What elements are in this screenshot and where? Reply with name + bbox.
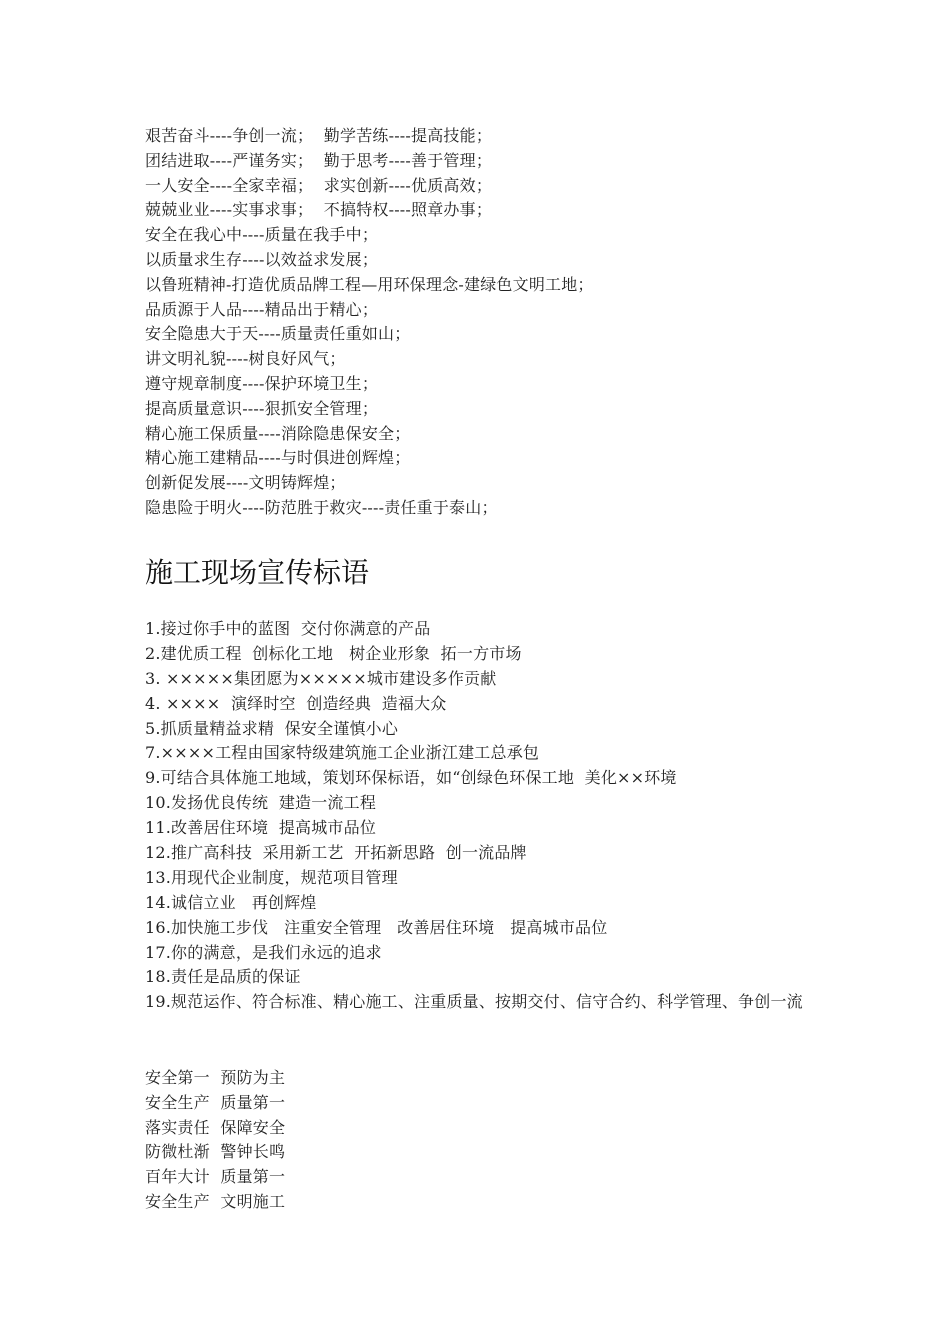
section-heading: 施工现场宣传标语: [145, 556, 370, 589]
short-slogan: 安全第一 预防为主: [145, 1068, 286, 1087]
slogan-line: 安全在我心中----质量在我手中；: [145, 225, 379, 245]
numbered-slogan: 10.发扬优良传统 建造一流工程: [145, 793, 377, 813]
slogan-line: 创新促发展----文明铸辉煌；: [145, 473, 346, 493]
slogan-list-top: [145, 124, 825, 521]
slogan-line: 隐患险于明火----防范胜于救灾----责任重于泰山；: [145, 497, 498, 517]
numbered-slogan: 2.建优质工程 创标化工地 树企业形象 拓一方市场: [145, 643, 522, 663]
short-slogan: 安全生产 文明施工: [145, 1191, 286, 1211]
short-slogan: 安全生产 质量第一: [145, 1092, 286, 1112]
slogan-line: 兢兢业业----实事求事； 不搞特权----照章办事；: [145, 200, 493, 220]
numbered-slogan: 11.改善居住环境 提高城市品位: [145, 818, 377, 838]
slogan-line: 以质量求生存----以效益求发展；: [145, 249, 379, 269]
numbered-slogan: 4. ×××× 演绎时空 创造经典 造福大众: [145, 693, 447, 713]
numbered-slogan: 16.加快施工步伐 注重安全管理 改善居住环境 提高城市品位: [145, 917, 608, 937]
slogan-line: 以鲁班精神-打造优质品牌工程—用环保理念-建绿色文明工地；: [145, 274, 594, 294]
numbered-slogan: 5.抓质量精益求精 保安全谨慎小心: [145, 718, 399, 738]
slogan-line: 品质源于人品----精品出于精心；: [145, 299, 379, 319]
short-slogan-list: [145, 1066, 825, 1215]
slogan-line: 提高质量意识----狠抓安全管理；: [145, 398, 379, 418]
slogan-line: 一人安全----全家幸福； 求实创新----优质高效；: [145, 175, 493, 195]
short-slogan: 百年大计 质量第一: [145, 1167, 286, 1187]
numbered-slogan: 13.用现代企业制度，规范项目管理: [145, 867, 398, 887]
numbered-slogan-list: [145, 617, 825, 1015]
numbered-slogan: 3. ×××××集团愿为×××××城市建设多作贡献: [145, 668, 497, 688]
short-slogan: 落实责任 保障安全: [145, 1117, 286, 1137]
slogan-line: 讲文明礼貌----树良好风气；: [145, 349, 346, 369]
slogan-line: 安全隐患大于天----质量责任重如山；: [145, 324, 411, 344]
slogan-line: 团结进取----严谨务实； 勤于思考----善于管理；: [145, 150, 493, 170]
slogan-line: 精心施工建精品----与时俱进创辉煌；: [145, 448, 411, 468]
slogan-line: 艰苦奋斗----争创一流； 勤学苦练----提高技能；: [145, 126, 493, 145]
numbered-slogan: 9.可结合具体施工地域，策划环保标语，如“创绿色环保工地 美化××环境: [145, 768, 677, 788]
numbered-slogan: 18.责任是品质的保证: [145, 967, 301, 987]
numbered-slogan: 7.××××工程由国家特级建筑施工企业浙江建工总承包: [145, 743, 540, 763]
numbered-slogan: 14.诚信立业 再创辉煌: [145, 892, 317, 912]
slogan-line: 精心施工保质量----消除隐患保安全；: [145, 423, 411, 443]
numbered-slogan: 17.你的满意，是我们永远的追求: [145, 942, 382, 962]
numbered-slogan: 12.推广高科技 采用新工艺 开拓新思路 创一流品牌: [145, 843, 527, 863]
numbered-slogan: 19.规范运作、符合标准、精心施工、注重质量、按期交付、信守合约、科学管理、争创一流: [145, 992, 803, 1012]
numbered-slogan: 1.接过你手中的蓝图 交付你满意的产品: [145, 619, 431, 638]
short-slogan: 防微杜渐 警钟长鸣: [145, 1142, 286, 1162]
slogan-line: 遵守规章制度----保护环境卫生；: [145, 373, 379, 393]
